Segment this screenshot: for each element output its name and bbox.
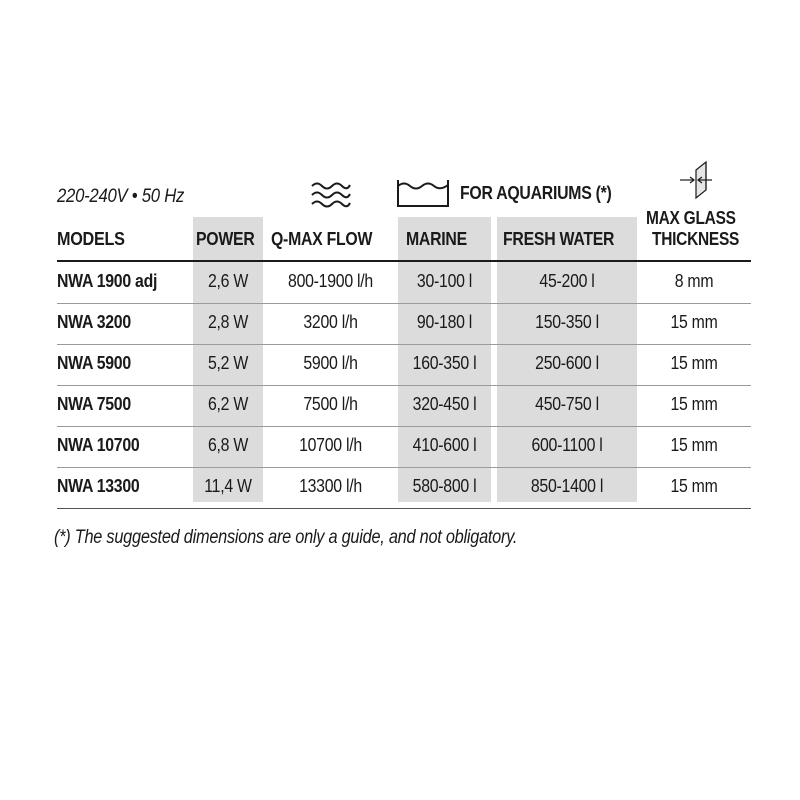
cell-model: NWA 10700 — [57, 435, 140, 455]
header-marine: MARINE — [406, 229, 467, 249]
cell-marine: 410-600 l — [412, 435, 477, 455]
cell-marine: 160-350 l — [412, 353, 477, 373]
cell-fresh: 450-750 l — [535, 394, 599, 414]
cell-marine: 580-800 l — [412, 476, 477, 496]
cell-glass: 15 mm — [670, 476, 718, 496]
cell-power: 6,2 W — [207, 394, 249, 414]
table-row — [0, 303, 800, 344]
cell-fresh: 150-350 l — [535, 312, 599, 332]
glass-thickness-icon — [676, 160, 720, 200]
cell-power: 2,8 W — [207, 312, 249, 332]
table-row — [0, 426, 800, 467]
cell-glass: 15 mm — [670, 312, 718, 332]
cell-fresh: 250-600 l — [535, 353, 599, 373]
aquariums-header: FOR AQUARIUMS (*) — [460, 183, 612, 203]
cell-glass: 15 mm — [670, 435, 718, 455]
cell-flow: 3200 l/h — [303, 312, 358, 332]
cell-flow: 13300 l/h — [299, 476, 362, 496]
cell-power: 11,4 W — [204, 476, 252, 496]
cell-flow: 800-1900 l/h — [288, 271, 373, 291]
cell-marine: 320-450 l — [412, 394, 477, 414]
aquarium-tank-icon — [396, 178, 450, 208]
cell-fresh: 45-200 l — [539, 271, 595, 291]
header-power: POWER — [196, 229, 255, 249]
bottom-rule — [57, 508, 751, 509]
cell-glass: 15 mm — [670, 394, 718, 414]
cell-marine: 30-100 l — [416, 271, 473, 291]
cell-model: NWA 7500 — [57, 394, 131, 414]
cell-marine: 90-180 l — [416, 312, 473, 332]
cell-power: 5,2 W — [207, 353, 249, 373]
cell-model: NWA 3200 — [57, 312, 131, 332]
cell-fresh: 600-1100 l — [531, 435, 603, 455]
table-row — [0, 385, 800, 426]
header-fresh-water: FRESH WATER — [503, 229, 615, 249]
header-flow: Q-MAX FLOW — [271, 229, 373, 249]
header-thickness: THICKNESS — [652, 229, 740, 249]
cell-glass: 8 mm — [674, 271, 714, 291]
cell-power: 2,6 W — [207, 271, 249, 291]
water-waves-icon — [310, 180, 352, 210]
voltage-label: 220-240V • 50 Hz — [57, 186, 185, 207]
table-row — [0, 344, 800, 385]
table-row — [0, 467, 800, 508]
cell-flow: 10700 l/h — [299, 435, 362, 455]
footnote: (*) The suggested dimensions are only a guide, and not obligatory. — [54, 527, 518, 548]
cell-fresh: 850-1400 l — [530, 476, 604, 496]
cell-flow: 7500 l/h — [303, 394, 358, 414]
cell-glass: 15 mm — [670, 353, 718, 373]
header-max-glass: MAX GLASS — [646, 208, 736, 228]
cell-flow: 5900 l/h — [303, 353, 358, 373]
table-row — [0, 262, 800, 303]
cell-model: NWA 5900 — [57, 353, 131, 373]
cell-model: NWA 13300 — [57, 476, 140, 496]
header-models: MODELS — [57, 229, 125, 249]
cell-model: NWA 1900 adj — [57, 271, 158, 291]
cell-power: 6,8 W — [207, 435, 249, 455]
